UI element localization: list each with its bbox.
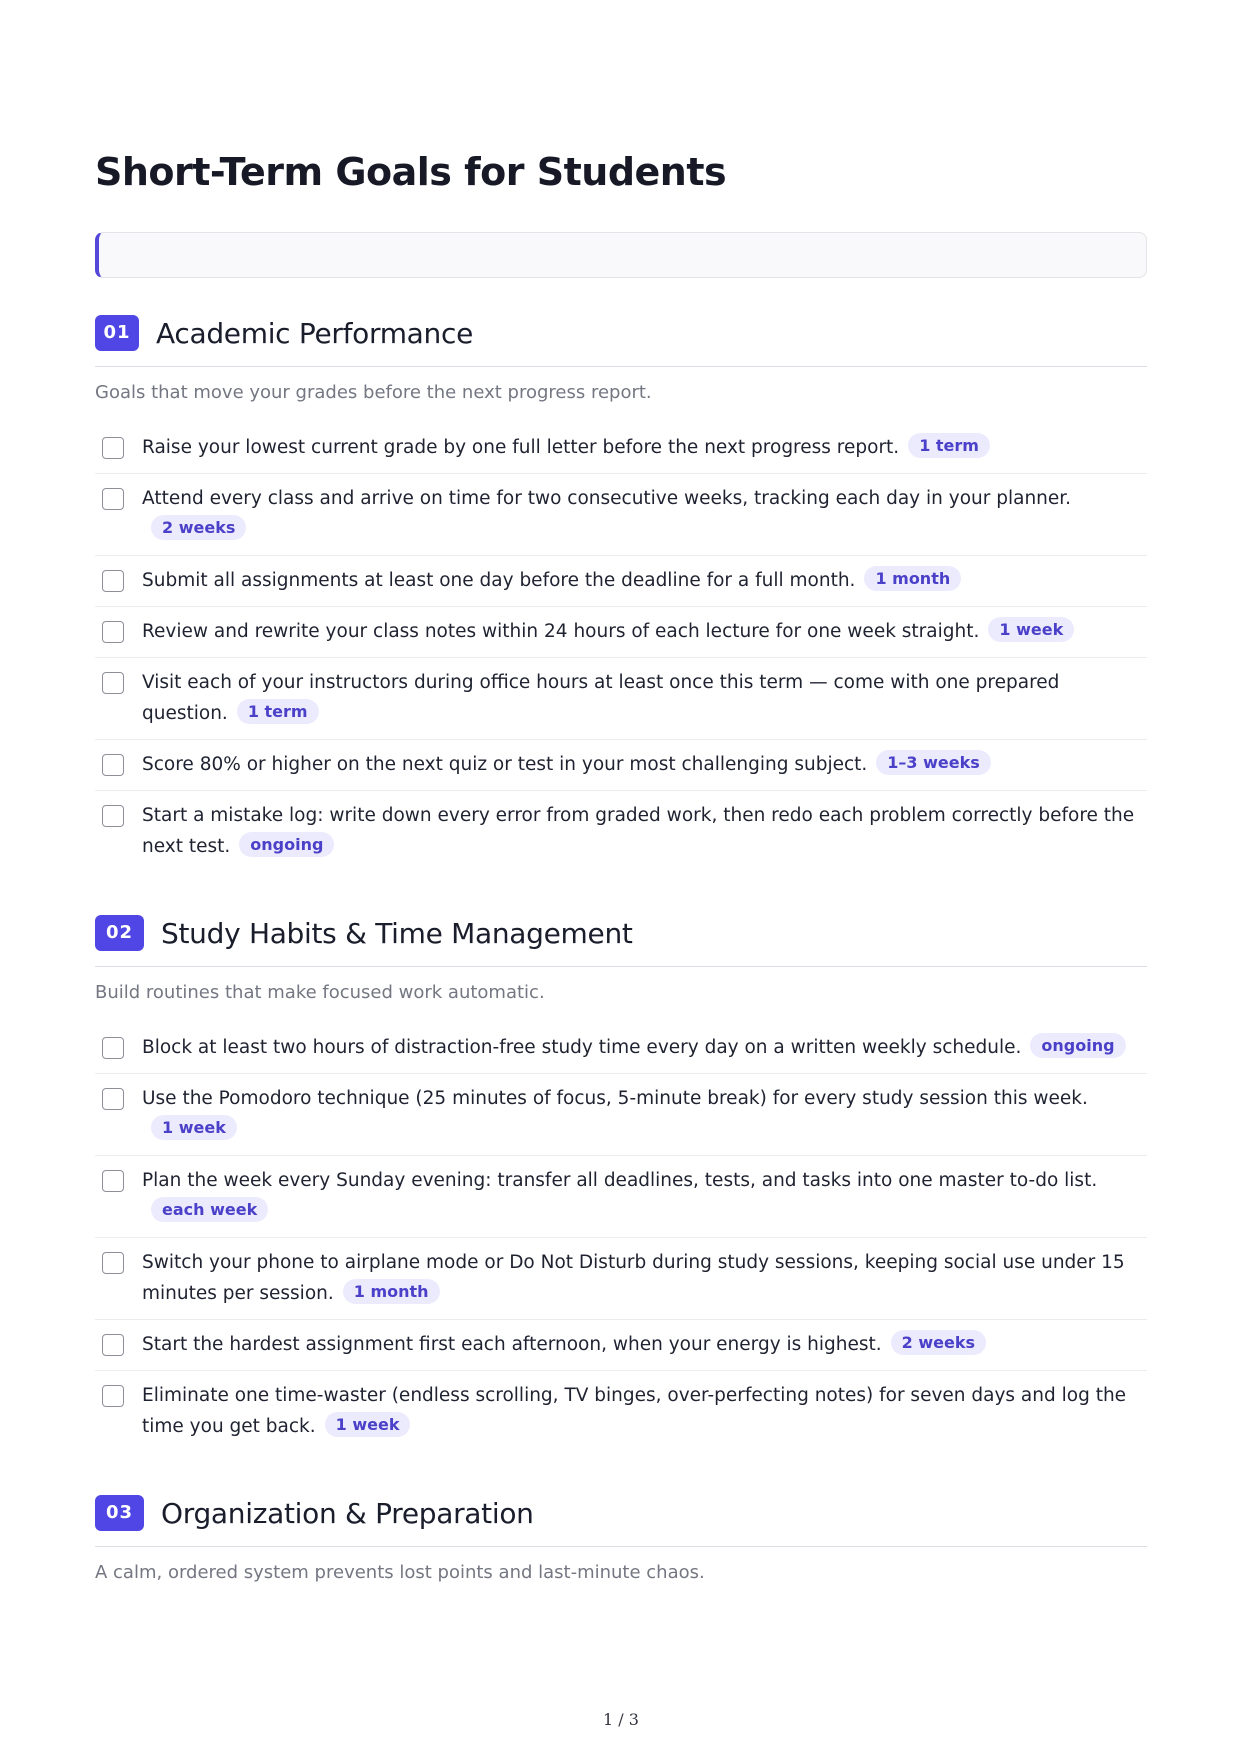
goal-checkbox[interactable]	[102, 1252, 124, 1274]
section-study-habits	[95, 914, 1147, 1452]
goal-text: Attend every class and arrive on time for two consecutive weeks, tracking each day in your planner.	[142, 488, 1072, 509]
goal-item	[95, 474, 1147, 556]
section-divider	[95, 1546, 1147, 1547]
duration-tag: 1 term	[237, 699, 319, 724]
duration-tag: 1 week	[325, 1412, 411, 1437]
callout-box	[95, 232, 1147, 278]
goal-item	[95, 423, 1147, 474]
goal-item	[95, 607, 1147, 658]
goal-checkbox[interactable]	[102, 1170, 124, 1192]
section-number-badge: 02	[95, 915, 144, 951]
goal-text: Score 80% or higher on the next quiz or test in your most challenging subject.	[142, 754, 868, 775]
goal-checkbox[interactable]	[102, 1037, 124, 1059]
duration-tag: 2 weeks	[151, 515, 246, 540]
section-description: A calm, ordered system prevents lost points and last-minute chaos.	[95, 1562, 705, 1583]
section-title: Organization & Preparation	[161, 1496, 534, 1530]
goal-text: Review and rewrite your class notes within 24 hours of each lecture for one week straight.	[142, 621, 980, 642]
duration-tag: 1–3 weeks	[876, 750, 990, 775]
section-description: Build routines that make focused work automatic.	[95, 982, 545, 1003]
goal-checkbox[interactable]	[102, 488, 124, 510]
goal-item	[95, 1023, 1147, 1074]
goal-text: Switch your phone to airplane mode or Do Not Disturb during study sessions, keeping social use under 15 minutes per session.	[142, 1252, 1125, 1304]
duration-tag: ongoing	[239, 832, 334, 857]
section-description: Goals that move your grades before the next progress report.	[95, 382, 652, 403]
page-number: 1 / 3	[603, 1710, 639, 1729]
duration-tag: 1 term	[908, 433, 990, 458]
goal-item	[95, 658, 1147, 740]
goal-text: Plan the week every Sunday evening: transfer all deadlines, tests, and tasks into one master to-do list.	[142, 1170, 1098, 1191]
goal-item	[95, 1320, 1147, 1371]
goal-text: Use the Pomodoro technique (25 minutes of focus, 5-minute break) for every study session this week.	[142, 1088, 1088, 1109]
section-academic-performance	[95, 314, 1147, 872]
goal-checkbox[interactable]	[102, 754, 124, 776]
section-header	[95, 314, 1147, 352]
goal-list	[95, 423, 1147, 872]
section-divider	[95, 366, 1147, 367]
goal-text: Submit all assignments at least one day before the deadline for a full month.	[142, 570, 856, 591]
goal-item	[95, 1238, 1147, 1320]
goal-text: Block at least two hours of distraction-free study time every day on a written weekly schedule.	[142, 1037, 1022, 1058]
duration-tag: ongoing	[1030, 1033, 1125, 1058]
goal-text: Start the hardest assignment first each afternoon, when your energy is highest.	[142, 1334, 882, 1355]
goal-checkbox[interactable]	[102, 1334, 124, 1356]
goal-item	[95, 791, 1147, 872]
goal-list	[95, 1023, 1147, 1452]
goal-text: Visit each of your instructors during office hours at least once this term — come with one prepared question.	[142, 672, 1060, 724]
section-header	[95, 1494, 1147, 1532]
goal-item	[95, 556, 1147, 607]
section-title: Study Habits & Time Management	[161, 916, 633, 950]
goal-checkbox[interactable]	[102, 570, 124, 592]
goal-checkbox[interactable]	[102, 621, 124, 643]
section-title: Academic Performance	[156, 316, 473, 350]
goal-item	[95, 1074, 1147, 1156]
goal-item	[95, 1371, 1147, 1452]
duration-tag: 2 weeks	[891, 1330, 986, 1355]
document-page	[95, 0, 1147, 1585]
goal-item	[95, 1156, 1147, 1238]
goal-checkbox[interactable]	[102, 1385, 124, 1407]
section-divider	[95, 966, 1147, 967]
duration-tag: 1 month	[864, 566, 961, 591]
goal-item	[95, 740, 1147, 791]
section-number-badge: 01	[95, 315, 139, 351]
section-organization	[95, 1494, 1147, 1585]
goal-text: Eliminate one time-waster (endless scrolling, TV binges, over-perfecting notes) for seven days and log the time you get back.	[142, 1385, 1127, 1437]
section-number-badge: 03	[95, 1495, 144, 1531]
goal-text: Start a mistake log: write down every error from graded work, then redo each problem correctly before the next test.	[142, 805, 1135, 857]
page-title: Short-Term Goals for Students	[95, 150, 727, 194]
goal-checkbox[interactable]	[102, 437, 124, 459]
duration-tag: 1 week	[151, 1115, 237, 1140]
section-header	[95, 914, 1147, 952]
goal-checkbox[interactable]	[102, 672, 124, 694]
goal-text: Raise your lowest current grade by one full letter before the next progress report.	[142, 437, 900, 458]
goal-checkbox[interactable]	[102, 1088, 124, 1110]
duration-tag: 1 month	[343, 1279, 440, 1304]
duration-tag: each week	[151, 1197, 268, 1222]
goal-checkbox[interactable]	[102, 805, 124, 827]
duration-tag: 1 week	[988, 617, 1074, 642]
